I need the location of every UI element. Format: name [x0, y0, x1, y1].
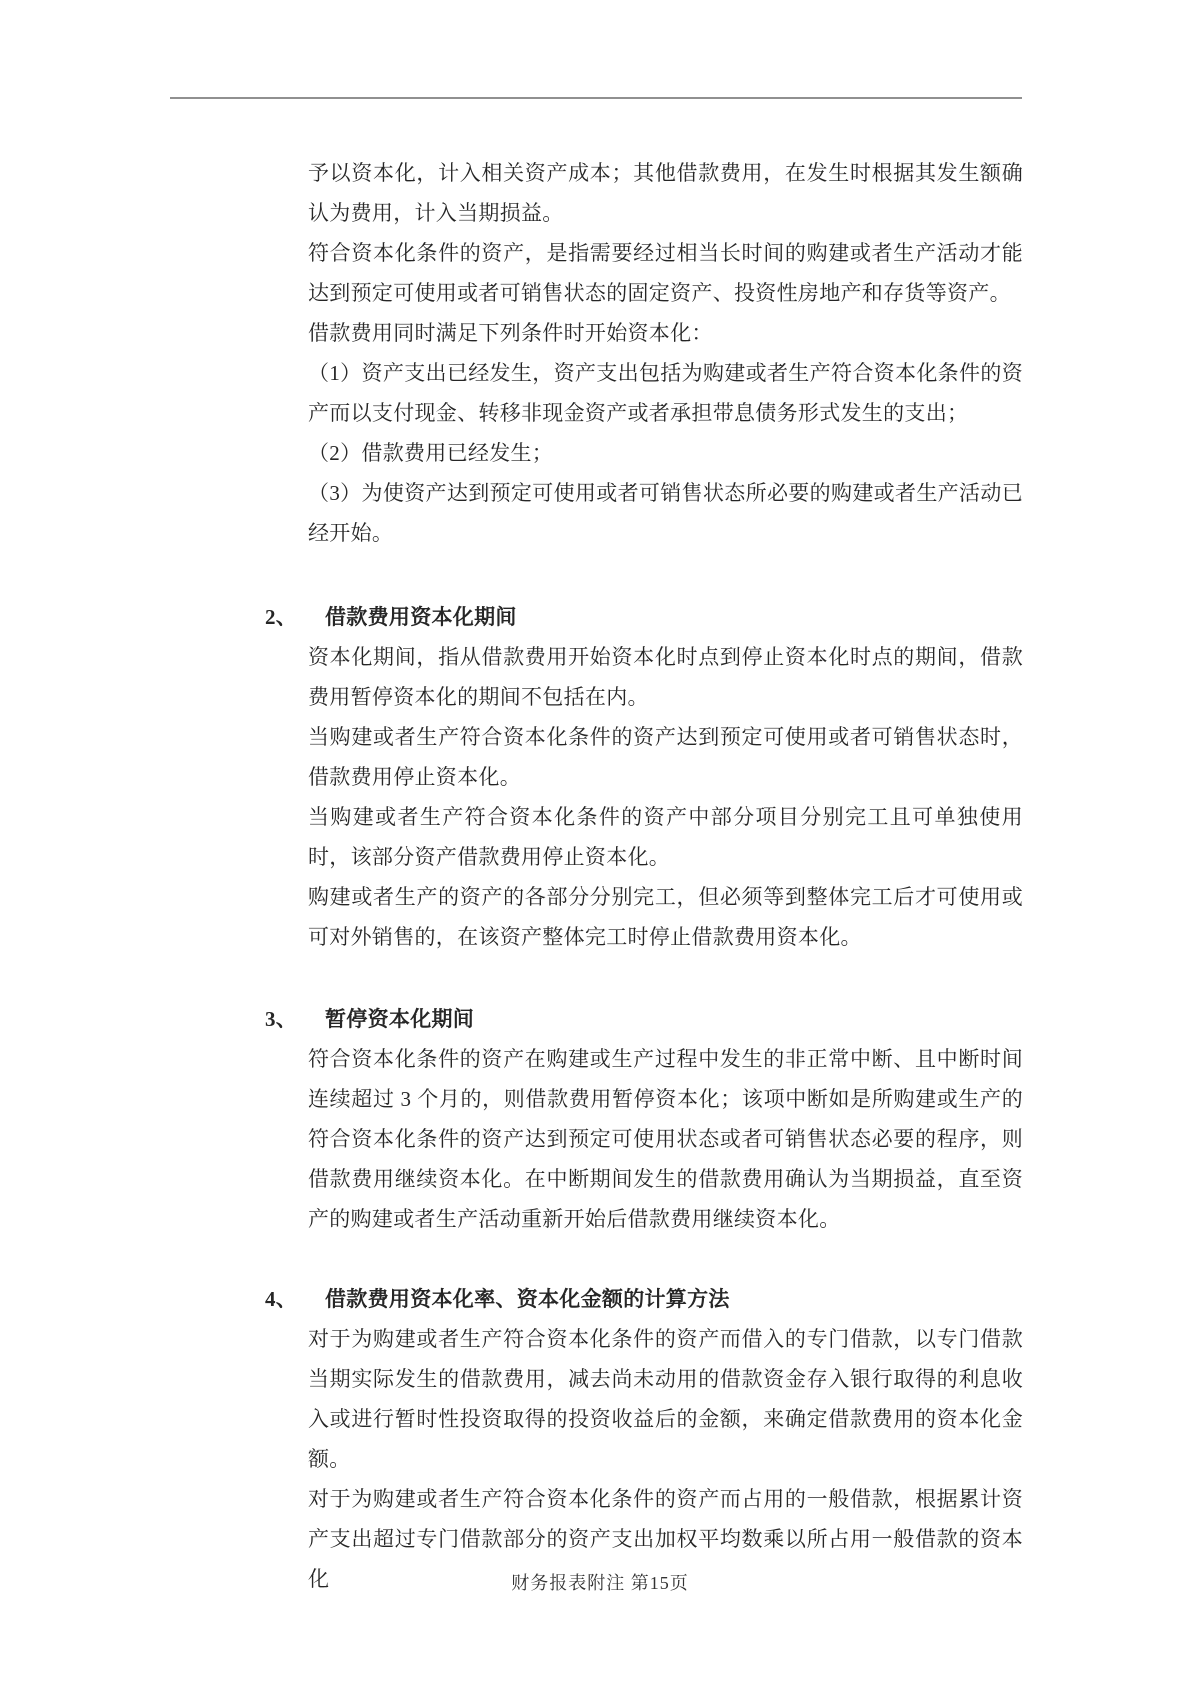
- section-3-number: 3、: [265, 1007, 298, 1031]
- body-paragraph: 当购建或者生产符合资本化条件的资产中部分项目分别完工且可单独使用时，该部分资产借款费用停止资本化。: [308, 805, 1023, 869]
- section-3-heading: [265, 999, 1023, 1039]
- section-4-title: 借款费用资本化率、资本化金额的计算方法: [325, 1287, 730, 1311]
- body-paragraph: 对于为购建或者生产符合资本化条件的资产而借入的专门借款，以专门借款当期实际发生的借款费用，减去尚未动用的借款资金存入银行取得的利息收入或进行暂时性投资取得的投资收益后的金额，来确定借款费用的资本化金额。: [308, 1327, 1023, 1471]
- intro-paragraph: 借款费用同时满足下列条件时开始资本化：: [308, 321, 713, 345]
- body-paragraph: 符合资本化条件的资产在购建或生产过程中发生的非正常中断、且中断时间连续超过 3 个月的，则借款费用暂停资本化；该项中断如是所购建或生产的符合资本化条件的资产达到预定可使用状态或者可销售状态必要的程序，则借款费用继续资本化。在中断期间发生的借款费用确认为当期损益，直至资产的购建或者生产活动重新开始后借款费用继续资本化。: [308, 1047, 1023, 1231]
- section-4-heading: [265, 1279, 1023, 1319]
- body-paragraph: 对于为购建或者生产符合资本化条件的资产而占用的一般借款，根据累计资产支出超过专门借款部分的资产支出加权平均数乘以所占用一般借款的资本化: [308, 1487, 1023, 1591]
- section-4-number: 4、: [265, 1287, 298, 1311]
- section-3-title: 暂停资本化期间: [325, 1007, 475, 1031]
- section-2-title: 借款费用资本化期间: [325, 605, 517, 629]
- intro-paragraph: 予以资本化，计入相关资产成本；其他借款费用，在发生时根据其发生额确认为费用，计入当期损益。: [308, 161, 1023, 225]
- body-paragraph: 购建或者生产的资产的各部分分别完工，但必须等到整体完工后才可使用或可对外销售的，在该资产整体完工时停止借款费用资本化。: [308, 885, 1023, 949]
- body-paragraph: 资本化期间，指从借款费用开始资本化时点到停止资本化时点的期间，借款费用暂停资本化的期间不包括在内。: [308, 645, 1023, 709]
- condition-item-3: （3）为使资产达到预定可使用或者可销售状态所必要的购建或者生产活动已经开始。: [308, 481, 1023, 545]
- intro-paragraph: 符合资本化条件的资产，是指需要经过相当长时间的购建或者生产活动才能达到预定可使用或者可销售状态的固定资产、投资性房地产和存货等资产。: [308, 241, 1023, 305]
- header-divider-line: [170, 97, 1022, 99]
- section-2-number: 2、: [265, 605, 298, 629]
- page-footer: 财务报表附注 第15页: [511, 1573, 689, 1593]
- body-paragraph: 当购建或者生产符合资本化条件的资产达到预定可使用或者可销售状态时，借款费用停止资本化。: [308, 725, 1023, 789]
- condition-item-1: （1）资产支出已经发生，资产支出包括为购建或者生产符合资本化条件的资产而以支付现金、转移非现金资产或者承担带息债务形式发生的支出；: [308, 361, 1023, 425]
- section-2-heading: [265, 597, 1023, 637]
- document-content: [265, 153, 1023, 1599]
- condition-item-2: （2）借款费用已经发生；: [308, 441, 554, 465]
